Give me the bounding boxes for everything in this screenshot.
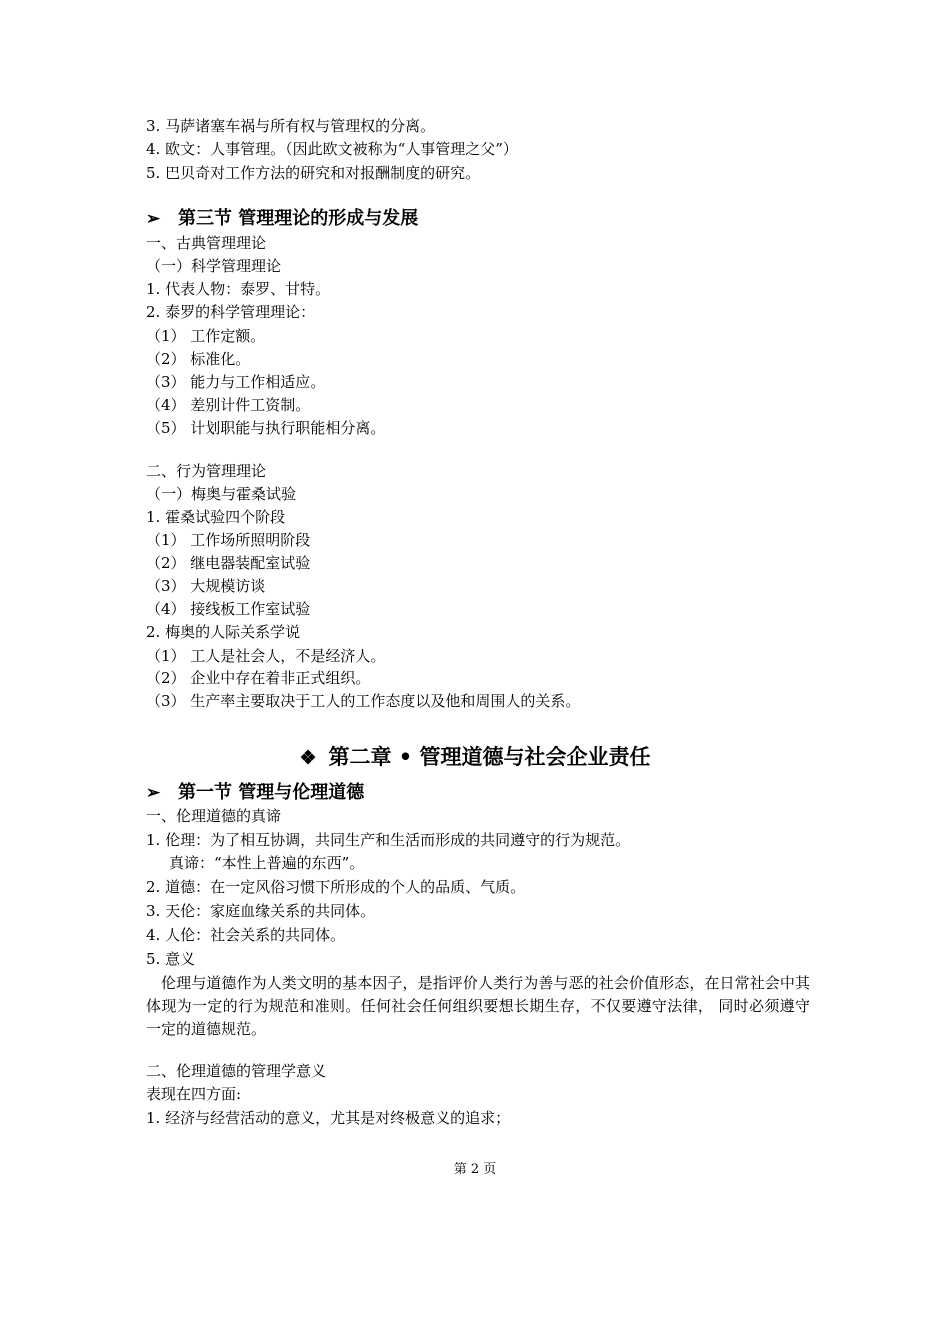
list-item: 3. 马萨诸塞车祸与所有权与管理权的分离。 bbox=[146, 117, 436, 135]
list-item: 3. 天伦：家庭血缘关系的共同体。 bbox=[146, 902, 376, 920]
list-item: （1） 工人是社会人，不是经济人。 bbox=[146, 647, 386, 665]
subheading: （一）科学管理理论 bbox=[146, 257, 282, 275]
chapter-heading bbox=[0, 742, 950, 773]
list-item: （5） 计划职能与执行职能相分离。 bbox=[146, 419, 386, 437]
section-heading bbox=[146, 780, 364, 806]
list-item: （2） 标准化。 bbox=[146, 350, 251, 368]
list-item: 5. 意义 bbox=[146, 950, 196, 968]
list-item: 5. 巴贝奇对工作方法的研究和对报酬制度的研究。 bbox=[146, 164, 481, 182]
list-item: 1. 霍桑试验四个阶段 bbox=[146, 508, 286, 526]
page-number: 第 2 页 bbox=[453, 1162, 497, 1177]
subheading: 一、古典管理理论 bbox=[146, 234, 267, 252]
list-item: （4） 接线板工作室试验 bbox=[146, 600, 311, 618]
list-item-sub: 真谛：“本性上普遍的东西”。 bbox=[169, 854, 365, 872]
list-item: 2. 泰罗的科学管理理论： bbox=[146, 303, 316, 321]
subheading: （一）梅奥与霍桑试验 bbox=[146, 485, 297, 503]
list-item: 1. 代表人物：泰罗、甘特。 bbox=[146, 280, 331, 298]
arrow-bullet-icon: ➢ bbox=[146, 783, 161, 803]
list-item: 4. 人伦：社会关系的共同体。 bbox=[146, 926, 346, 944]
section-title: 第三节 管理理论的形成与发展 bbox=[178, 208, 419, 229]
list-item: 2. 道德：在一定风俗习惯下所形成的个人的品质、气质。 bbox=[146, 878, 526, 896]
list-item: 2. 梅奥的人际关系学说 bbox=[146, 623, 301, 641]
body-text: 表现在四方面: bbox=[146, 1085, 242, 1103]
list-item: （1） 工作场所照明阶段 bbox=[146, 531, 311, 549]
list-item: （3） 大规模访谈 bbox=[146, 577, 266, 595]
list-item: （2） 企业中存在着非正式组织。 bbox=[146, 669, 371, 687]
list-item: （3） 生产率主要取决于工人的工作态度以及他和周围人的关系。 bbox=[146, 692, 581, 710]
list-item: （2） 继电器装配室试验 bbox=[146, 554, 311, 572]
list-item: 4. 欧文：人事管理。（因此欧文被称为“人事管理之父”） bbox=[146, 140, 518, 158]
diamond-bullet-icon: ❖ bbox=[299, 747, 317, 769]
list-item: 1. 经济与经营活动的意义，尤其是对终极意义的追求； bbox=[146, 1109, 511, 1127]
list-item: （1） 工作定额。 bbox=[146, 327, 266, 345]
list-item: 1. 伦理：为了相互协调，共同生产和生活而形成的共同遵守的行为规范。 bbox=[146, 831, 631, 849]
subheading: 一、伦理道德的真谛 bbox=[146, 807, 282, 825]
chapter-title: 第二章 • 管理道德与社会企业责任 bbox=[328, 744, 651, 769]
list-item: （4） 差别计件工资制。 bbox=[146, 396, 311, 414]
list-item: （3） 能力与工作相适应。 bbox=[146, 373, 326, 391]
section-title: 第一节 管理与伦理道德 bbox=[178, 782, 365, 803]
subheading: 二、伦理道德的管理学意义 bbox=[146, 1062, 327, 1080]
arrow-bullet-icon: ➢ bbox=[146, 209, 161, 229]
body-paragraph: 伦理与道德作为人类文明的基本因子，是指评价人类行为善与恶的社会价值形态，在日常社会中其体现为一定的行为规范和准则。任何社会任何组织要想长期生存，不仅要遵守法律， 同时必须遵守一定的道德规范。 bbox=[146, 974, 810, 1038]
subheading: 二、行为管理理论 bbox=[146, 462, 267, 480]
section-heading bbox=[146, 206, 418, 232]
